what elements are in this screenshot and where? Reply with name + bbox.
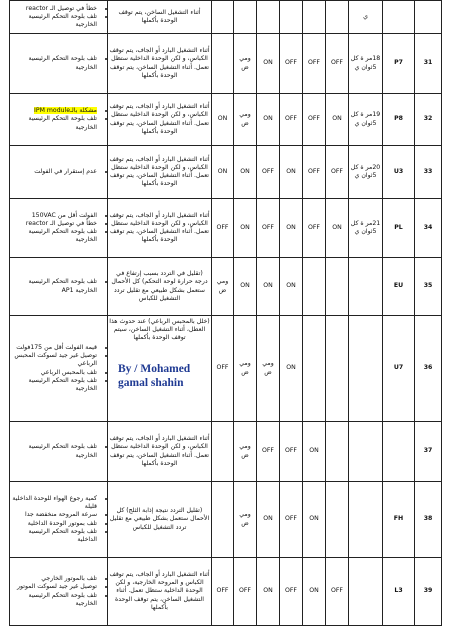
led-state: ON	[280, 258, 303, 316]
description-cell: أثناء التشغيل البارد أو الجاف، يتم توقف الكباس، و لكن الوحدة الداخلية ستظل تعمل. أثناء التشغيل الساخن، يتم توقف الوحدة بأكملها	[108, 146, 212, 199]
cause-item: • توصيل غير جيد لسوكت المحبس الرباعي	[11, 352, 97, 368]
causes-cell	[10, 34, 108, 94]
causes-cell	[10, 558, 108, 626]
blink-cell: 19مر ة كل 5ثوان ي	[349, 94, 383, 146]
cause-item: • الفولت أقل من 150VAC	[11, 212, 97, 220]
led-state	[326, 482, 349, 558]
cause-item: • تلف بالمحبس الرباعي	[11, 369, 97, 377]
error-code	[383, 422, 415, 482]
table-row	[10, 34, 442, 94]
table-row	[10, 482, 442, 558]
blink-cell: 21مر ة كل 5ثوان ي	[349, 199, 383, 258]
blink-cell: ي	[349, 1, 383, 34]
led-state: ومي ض	[257, 316, 280, 422]
led-state: OFF	[234, 558, 257, 626]
led-state: OFF	[326, 558, 349, 626]
row-number: 33	[415, 146, 442, 199]
cause-item: • خطأ في توصيل الـ reactor	[11, 220, 97, 228]
blink-cell	[349, 482, 383, 558]
led-state: ON	[326, 199, 349, 258]
cause-item	[11, 107, 97, 115]
table-row	[10, 94, 442, 146]
led-state: OFF	[257, 146, 280, 199]
cause-item: • تلف بلوحة التحكم الرئيسية الداخلية	[11, 528, 97, 544]
causes-cell	[10, 482, 108, 558]
error-code: FH	[383, 482, 415, 558]
description-cell: أثناء التشغيل الساخن، يتم توقف الوحدة بأكملها	[108, 1, 212, 34]
causes-cell	[10, 199, 108, 258]
table-row	[10, 258, 442, 316]
led-state: OFF	[303, 146, 326, 199]
led-state: ON	[303, 558, 326, 626]
row-number: 37	[415, 422, 442, 482]
led-state: ON	[257, 558, 280, 626]
row-number: 39	[415, 558, 442, 626]
led-state: ومي ض	[234, 482, 257, 558]
cause-item: • تلف بلوحة التحكم الرئيسية الخارجية AP1	[11, 278, 97, 294]
cause-item: • سرعة المروحة منخفضة جدا	[11, 511, 97, 519]
row-number: 31	[415, 34, 442, 94]
description-cell: (تقليل في التردد بسبب إرتفاع في درجة حرارة لوحة التحكم) كل الأحمال ستعمل بشكل طبيعي مع تقليل تردد التشغيل للكباس	[108, 258, 212, 316]
cause-item: • تلف بلوحة التحكم الرئيسية الخارجية	[11, 443, 97, 459]
error-code: L3	[383, 558, 415, 626]
error-code: EU	[383, 258, 415, 316]
causes-cell	[10, 94, 108, 146]
led-state	[326, 422, 349, 482]
led-state: OFF	[257, 199, 280, 258]
blink-cell: 20مر ة كل 5ثوان ي	[349, 146, 383, 199]
description-cell: أثناء التشغيل البارد أو الجاف، يتم توقف الكباس و المروحة الخارجية، و لكن الوحدة الداخلية ستظل تعمل. أثناء التشغيل الساخن، يتم توقف الوحدة بأكملها	[108, 558, 212, 626]
led-state	[212, 422, 234, 482]
author-credit	[118, 362, 190, 390]
cause-item: • تلف بموتور الوحدة الداخلية	[11, 520, 97, 528]
led-state	[212, 482, 234, 558]
causes-cell	[10, 316, 108, 422]
cause-item: • تلف بلوحة التحكم الرئيسية الخارجية	[11, 377, 97, 393]
led-state: OFF	[280, 34, 303, 94]
blink-cell	[349, 422, 383, 482]
author-credit-line1: By / Mohamed	[118, 363, 191, 375]
description-cell: أثناء التشغيل البارد أو الجاف، يتم توقف الكباس، و لكن الوحدة الداخلية ستظل تعمل. أثناء التشغيل الساخن، يتم توقف الوحدة بأكملها	[108, 34, 212, 94]
cause-item: • كمية رجوع الهواء للوحدة الداخلية قليلة	[11, 495, 97, 511]
blink-cell	[349, 258, 383, 316]
led-state: OFF	[280, 482, 303, 558]
table-row	[10, 199, 442, 258]
causes-cell	[10, 422, 108, 482]
table-row	[10, 316, 442, 422]
table-row	[10, 146, 442, 199]
blink-cell	[349, 316, 383, 422]
led-state: ON	[234, 146, 257, 199]
table-row	[10, 558, 442, 626]
led-state	[212, 34, 234, 94]
error-code: U7	[383, 316, 415, 422]
cause-item: • تلف بلوحة التحكم الرئيسية الخارجية	[11, 55, 97, 71]
led-state: ON	[280, 146, 303, 199]
error-code: P8	[383, 94, 415, 146]
led-state	[326, 316, 349, 422]
description-cell: (تقليل التردد نتيجة إذابة الثلج) كل الأحمال ستعمل بشكل طبيعي مع تقليل تردد التشغيل للكباس	[108, 482, 212, 558]
led-state: OFF	[212, 316, 234, 422]
led-state: ON	[280, 316, 303, 422]
row-number: 36	[415, 316, 442, 422]
description-cell: أثناء التشغيل البارد أو الجاف، يتم توقف الكباس، و لكن الوحدة الداخلية ستظل تعمل. أثناء التشغيل الساخن، يتم توقف الوحدة بأكملها	[108, 199, 212, 258]
cause-item: • تلف بلوحة التحكم الرئيسية الخارجية	[11, 115, 97, 131]
led-state: OFF	[326, 34, 349, 94]
cause-item: • تلف بلوحة التحكم الرئيسية الخارجية	[11, 228, 97, 244]
led-state: ومي ض	[234, 316, 257, 422]
led-state: OFF	[280, 422, 303, 482]
led-state: OFF	[212, 199, 234, 258]
led-state: ON	[257, 258, 280, 316]
cause-item: • تلف بالموتور الخارجي	[11, 575, 97, 583]
led-state: ON	[326, 94, 349, 146]
error-code: PL	[383, 199, 415, 258]
led-state: OFF	[280, 94, 303, 146]
led-state: OFF	[212, 558, 234, 626]
error-codes-table	[9, 0, 442, 626]
led-state: OFF	[303, 94, 326, 146]
led-state: ON	[234, 199, 257, 258]
led-state: ومي ض	[234, 34, 257, 94]
led-state	[303, 258, 326, 316]
author-credit-line2: gamal shahin	[118, 377, 184, 389]
led-state: OFF	[326, 146, 349, 199]
row-number: 34	[415, 199, 442, 258]
row-number: 35	[415, 258, 442, 316]
cause-item: • تلف بلوحة التحكم الرئيسية الخارجية	[11, 592, 97, 608]
led-state: ON	[303, 422, 326, 482]
led-state: ON	[212, 146, 234, 199]
led-state: OFF	[257, 422, 280, 482]
description-cell: أثناء التشغيل البارد أو الجاف، يتم توقف الكباس، و لكن الوحدة الداخلية ستظل تعمل. أثناء التشغيل الساخن، يتم توقف الوحدة بأكملها	[108, 422, 212, 482]
led-state: OFF	[303, 34, 326, 94]
cause-item: • توصيل غير جيد لسوكت الموتور	[11, 583, 97, 591]
error-code: U3	[383, 146, 415, 199]
cause-item: • قيمة الفولت أقل من 175فولت	[11, 344, 97, 352]
led-state: ON	[303, 482, 326, 558]
causes-cell	[10, 1, 108, 34]
led-state: OFF	[280, 558, 303, 626]
highlighted-cause: مشكلة بالـIPM module	[34, 107, 97, 115]
led-state: ON	[257, 482, 280, 558]
led-state	[303, 316, 326, 422]
causes-cell	[10, 146, 108, 199]
led-state: ON	[280, 199, 303, 258]
description-cell: (خلل بالمحبس الرباعي) عند حدوث هذا العطل، أثناء التشغيل الساخن، سيتم توقف الوحدة بأكملها	[108, 316, 212, 422]
cause-item: • خطأ في توصيل الـ reactor	[11, 5, 97, 13]
blink-cell	[349, 558, 383, 626]
description-cell: أثناء التشغيل البارد أو الجاف، يتم توقف الكباس، و لكن الوحدة الداخلية ستظل تعمل. أثناء التشغيل الساخن، يتم توقف الوحدة بأكملها	[108, 94, 212, 146]
led-state: ON	[234, 258, 257, 316]
table-row	[10, 422, 442, 482]
led-state: OFF	[303, 199, 326, 258]
led-state: ON	[257, 34, 280, 94]
row-number: 38	[415, 482, 442, 558]
led-state	[326, 258, 349, 316]
causes-cell	[10, 258, 108, 316]
led-state: ومي ض	[234, 94, 257, 146]
row-number: 32	[415, 94, 442, 146]
blink-cell: 18مر ة كل 5ثوان ي	[349, 34, 383, 94]
table-row	[10, 1, 442, 34]
error-code: P7	[383, 34, 415, 94]
led-state: ومي ض	[212, 258, 234, 316]
led-state: ON	[257, 94, 280, 146]
led-state: ON	[212, 94, 234, 146]
cause-item: • عدم إستقرار في الفولت	[11, 168, 97, 176]
led-state: ومي ض	[234, 422, 257, 482]
cause-item: • تلف بلوحة التحكم الرئيسية الخارجية	[11, 13, 97, 29]
